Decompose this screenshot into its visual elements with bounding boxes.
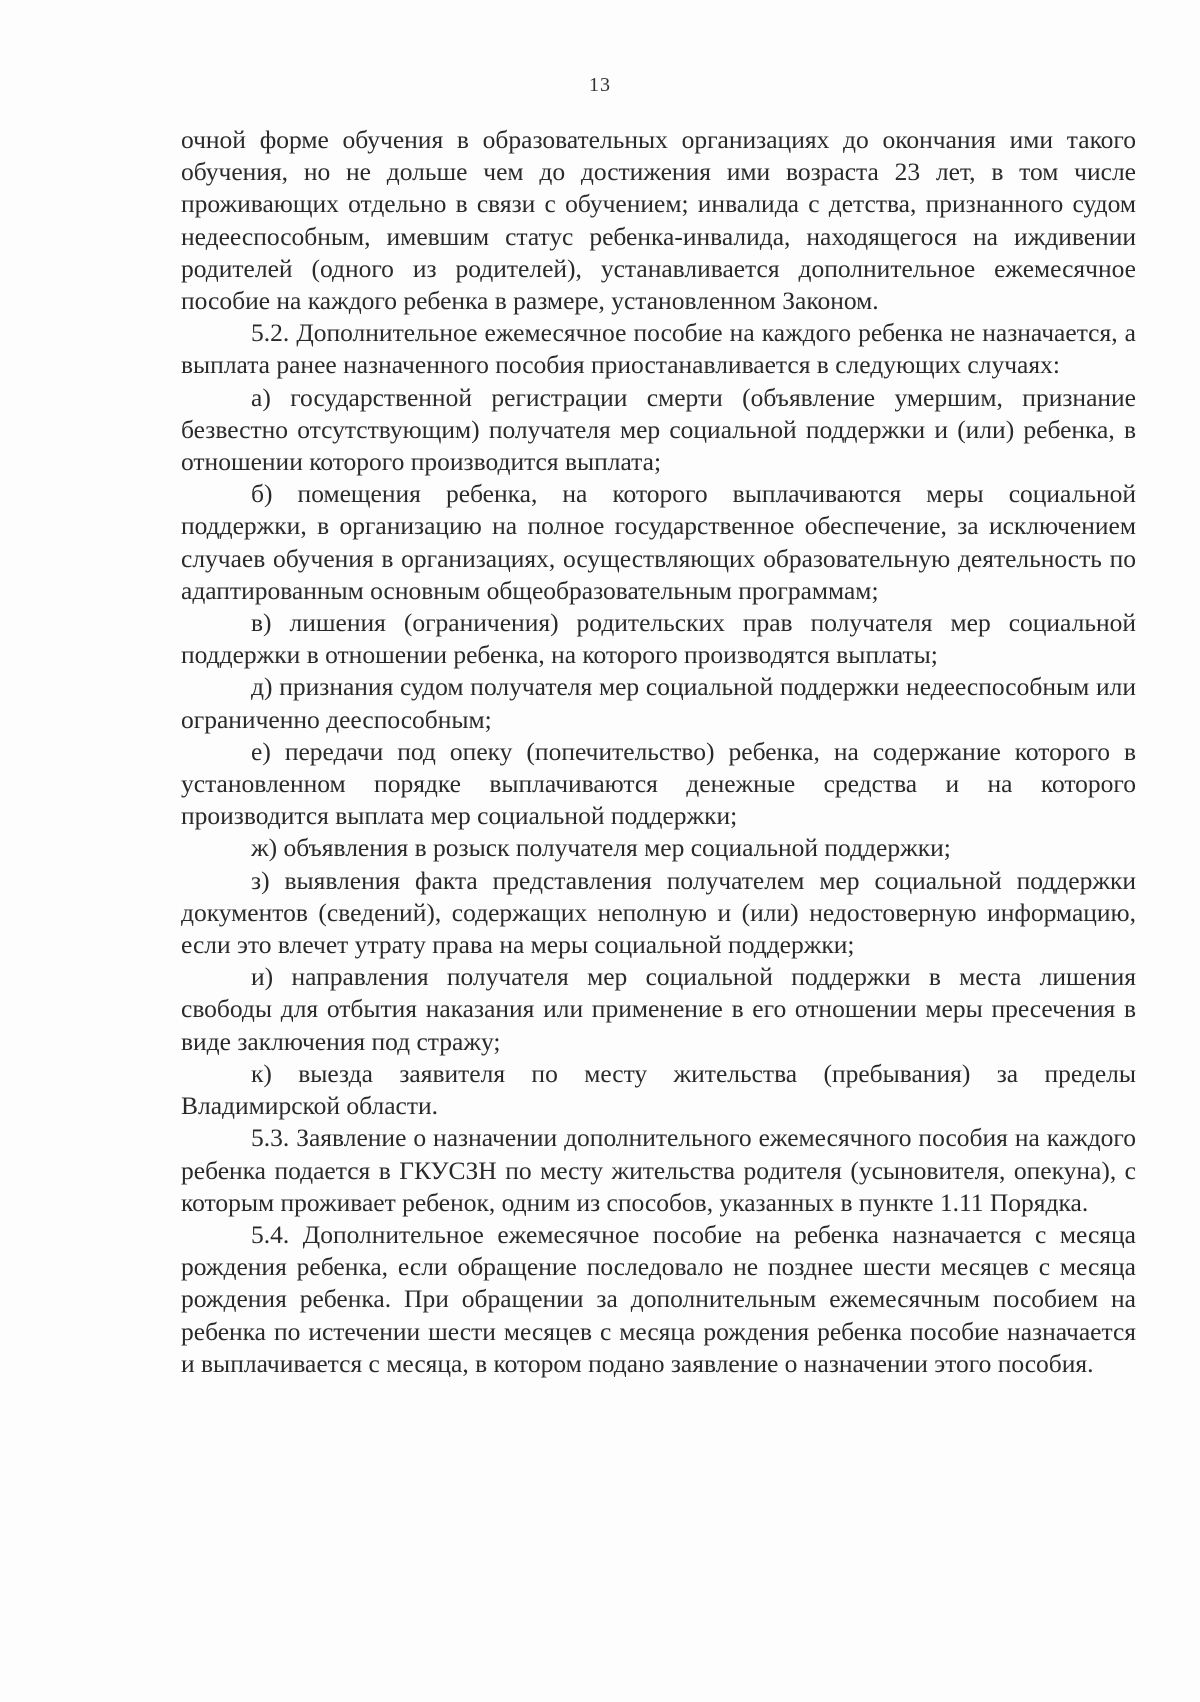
list-item-z: з) выявления факта представления получателем мер социальной поддержки документов (сведений), содержащих неполную и (или) недостоверную информацию, если это влечет утрату права на меры социальной поддержки; [181,865,1136,960]
list-item-b: б) помещения ребенка, на которого выплачиваются меры социальной поддержки, в организацию на полное государственное обеспечение, за исключением случаев обучения в организациях, осуществляющих образовательную деятельность по адаптированным основным общеобразовательным программам; [181,479,1136,605]
paragraph-continuation: очной форме обучения в образовательных организациях до окончания ими такого обучения, но не дольше чем до достижения ими возраста 23 лет, в том числе проживающих отдельно в связи с обучением; инвалида с детства, признанного судом недееспособным, имевшим статус ребенка-инвалида, находящегося на иждивении родителей (одного из родителей), устанавливается дополнительное ежемесячное пособие на каждого ребенка в размере, установленном Законом. [181,125,1136,316]
list-item-i: и) направления получателя мер социальной поддержки в места лишения свободы для отбытия наказания или применение в его отношении меры пресечения в виде заключения под стражу; [181,962,1136,1056]
document-body [181,124,1136,1380]
list-item-d: д) признания судом получателя мер социальной поддержки недееспособным или ограниченно дееспособным; [181,672,1136,734]
list-item-k: к) выезда заявителя по месту жительства (пребывания) за пределы Владимирской области. [181,1058,1136,1121]
paragraph-5-4: 5.4. Дополнительное ежемесячное пособие на ребенка назначается с месяца рождения ребенка, если обращение последовало не позднее шести месяцев с месяца рождения ребенка. При обращении за дополнительным ежемесячным пособием на ребенка по истечении шести месяцев с месяца рождения ребенка пособие назначается и выплачивается с месяца, в котором подано заявление о назначении этого пособия. [181,1219,1136,1378]
list-item-a: а) государственной регистрации смерти (объявление умершим, признание безвестно отсутствующим) получателя мер социальной поддержки и (или) ребенка, в отношении которого производится выплата; [181,382,1136,477]
list-item-zh: ж) объявления в розыск получателя мер социальной поддержки; [251,833,951,863]
paragraph-5-3: 5.3. Заявление о назначении дополнительного ежемесячного пособия на каждого ребенка подается в ГКУСЗН по месту жительства родителя (усыновителя, опекуна), с которым проживает ребенок, одним из способов, указанных в пункте 1.11 Порядка. [181,1123,1136,1217]
list-item-e: е) передачи под опеку (попечительство) ребенка, на содержание которого в установленном порядке выплачиваются денежные средства и на которого производится выплата мер социальной поддержки; [181,736,1136,831]
list-item-v: в) лишения (ограничения) родительских прав получателя мер социальной поддержки в отношении ребенка, на которого производятся выплаты; [181,608,1136,670]
paragraph-5-2: 5.2. Дополнительное ежемесячное пособие на каждого ребенка не назначается, а выплата ранее назначенного пособия приостанавливается в следующих случаях: [181,318,1136,380]
page-number: 13 [589,74,611,96]
